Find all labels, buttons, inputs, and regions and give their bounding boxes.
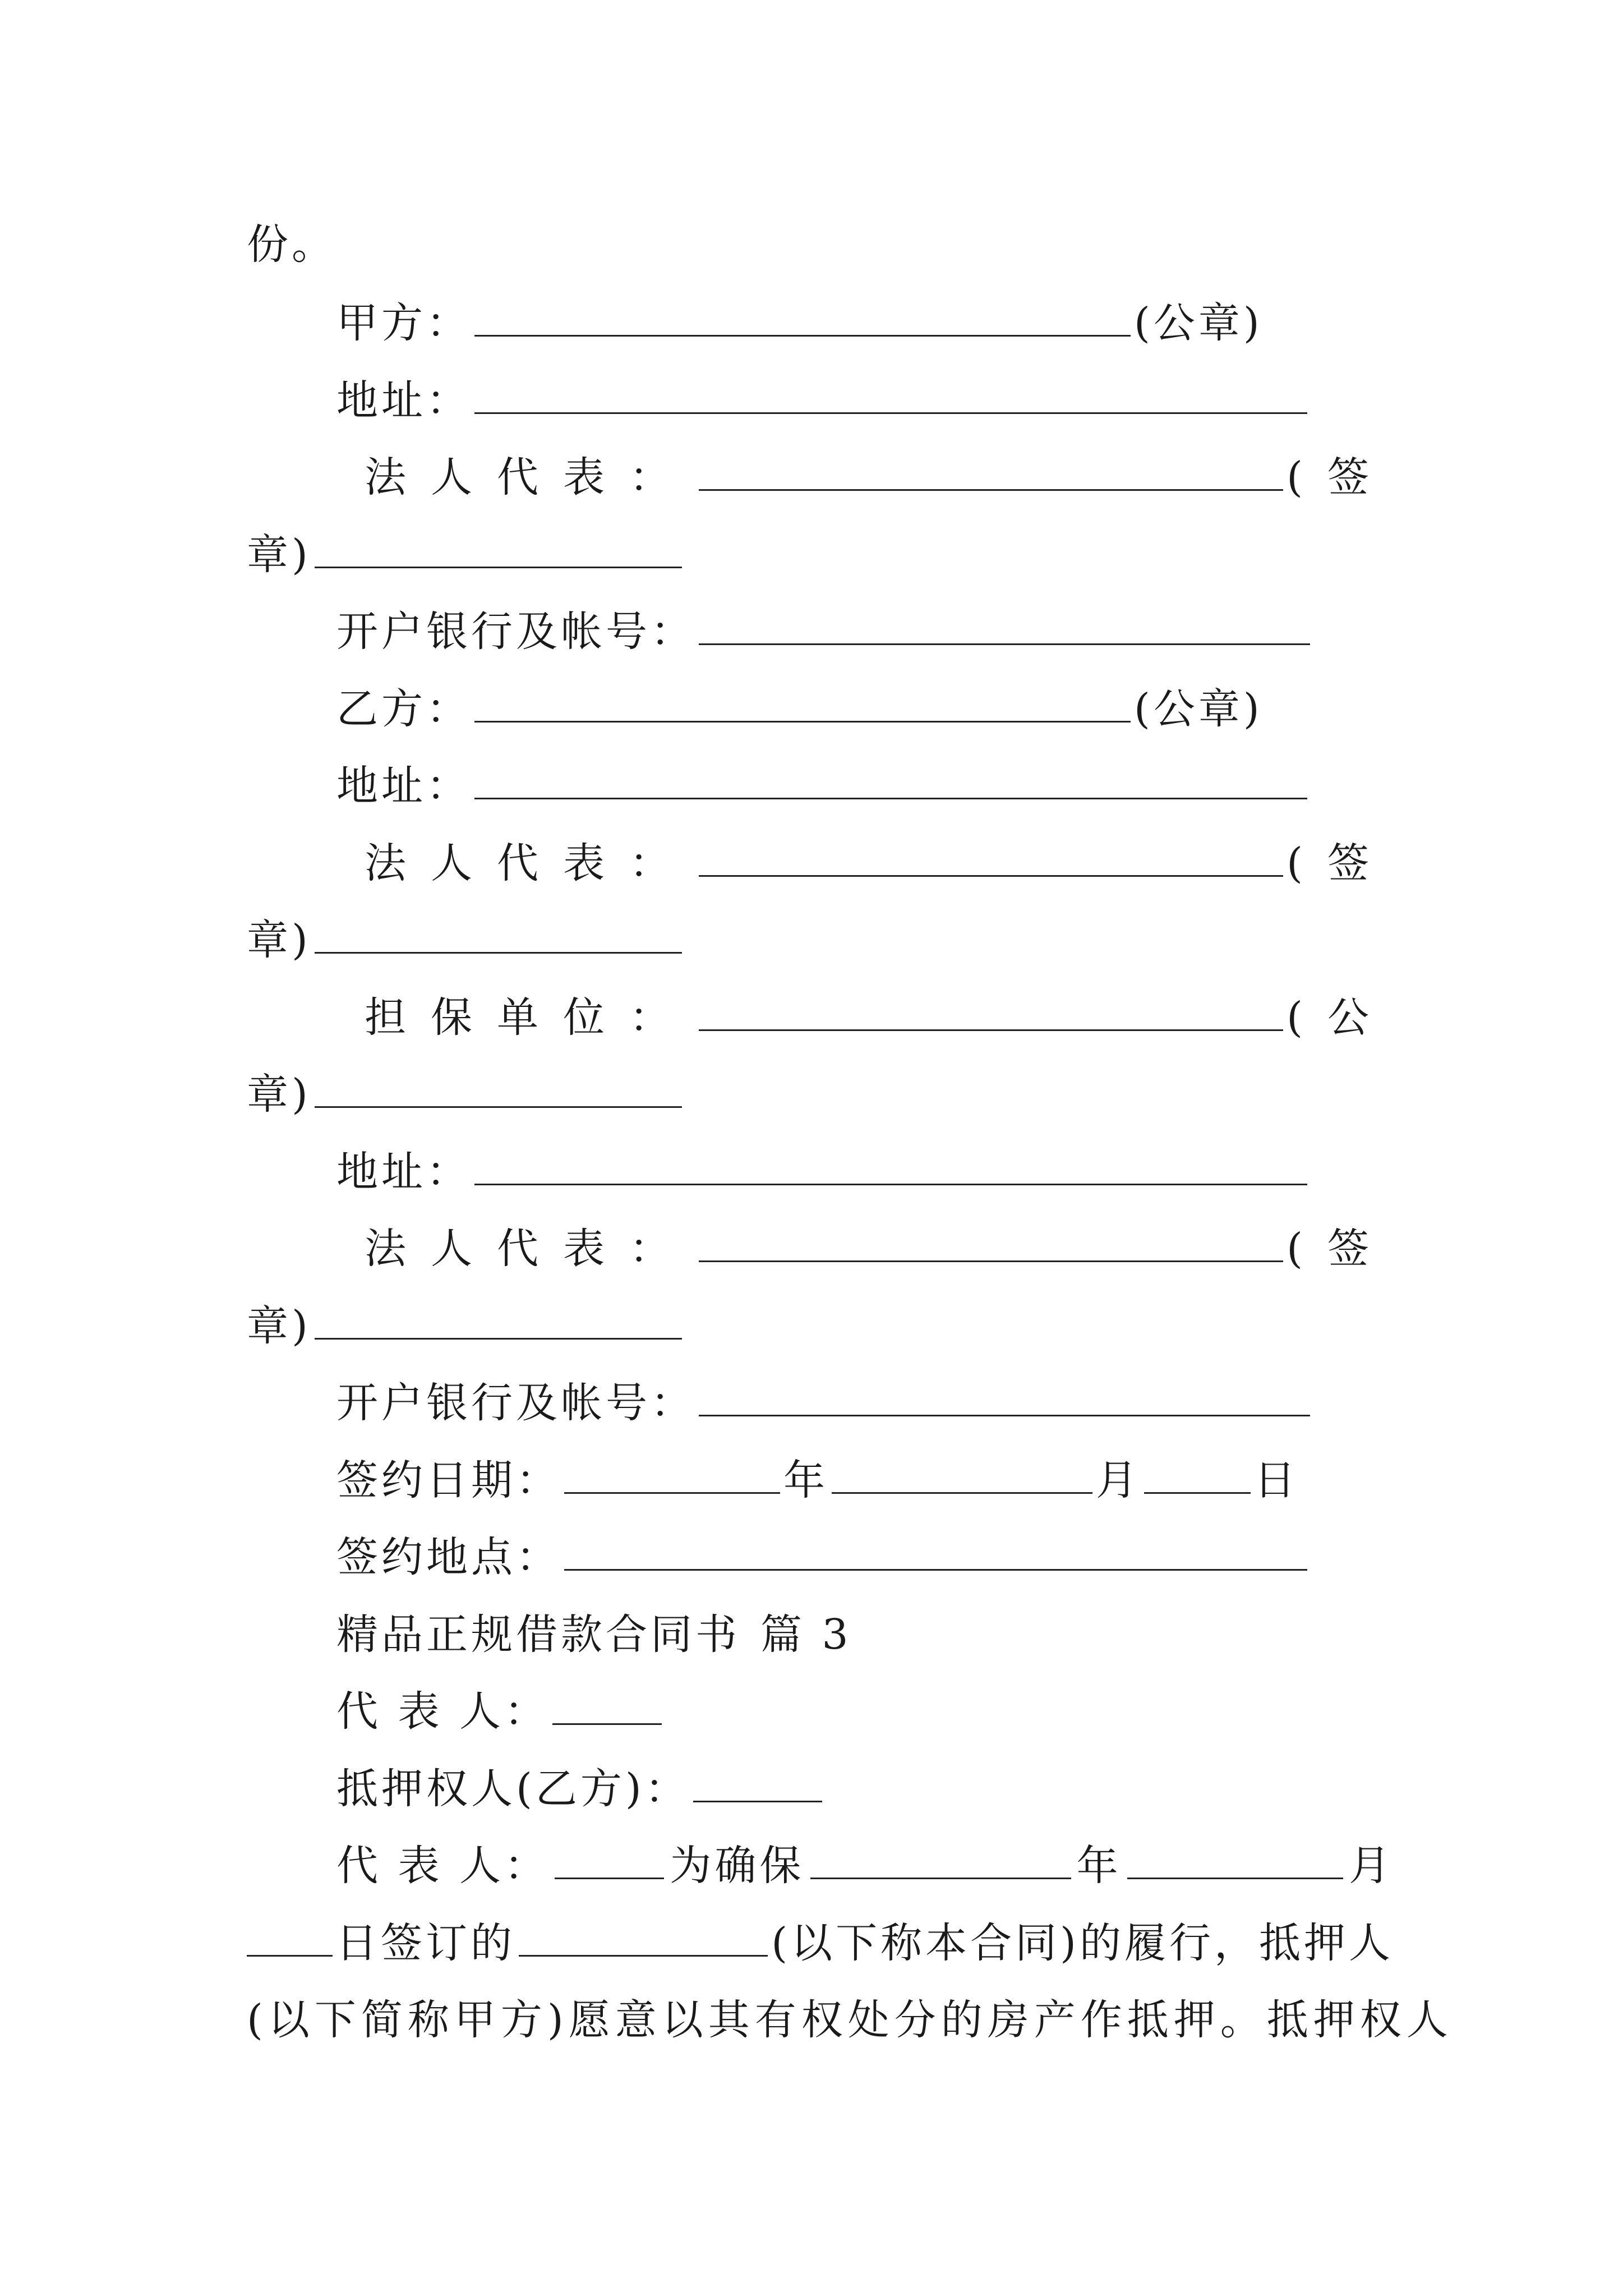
bank-line (336, 1358, 1313, 1442)
label: 甲方： (336, 299, 471, 347)
label: 地址： (336, 376, 471, 425)
section-heading (336, 1589, 852, 1673)
label: 章) (247, 1302, 311, 1350)
party-a-line (336, 278, 1263, 362)
label: 日签订的 (335, 1919, 515, 1967)
heading-number: 篇 3 (760, 1611, 852, 1659)
guarantor-blank[interactable] (699, 998, 1283, 1031)
month-blank[interactable] (832, 1461, 1092, 1494)
text-line (247, 1898, 1394, 1982)
seal-blank[interactable] (315, 535, 682, 568)
legal-rep-blank[interactable] (699, 1229, 1283, 1262)
label: 抵押权人(乙方)： (336, 1765, 690, 1813)
address-line (336, 1126, 1311, 1211)
address-line (336, 355, 1311, 439)
label: 代 表 人： (336, 1842, 550, 1890)
line-text: (以下称本合同)的履行，抵押人 (771, 1919, 1394, 1967)
party-b-line (336, 664, 1263, 748)
legal-rep-line (365, 818, 1394, 902)
bank-blank[interactable] (699, 1383, 1310, 1416)
label: 年 (1076, 1842, 1122, 1890)
contract-name-blank[interactable] (519, 1924, 768, 1957)
seal-line (247, 509, 685, 593)
label: 法人代表： (365, 839, 695, 887)
legal-rep-line (365, 1203, 1394, 1287)
label: 月 (1096, 1456, 1141, 1504)
label: 签约地点： (336, 1533, 561, 1581)
label: 法人代表： (365, 1225, 695, 1273)
sign-place-blank[interactable] (564, 1538, 1307, 1571)
day-blank[interactable] (247, 1924, 333, 1957)
label: 地址： (336, 762, 471, 810)
label: 日 (1254, 1456, 1299, 1504)
legal-rep-blank[interactable] (699, 844, 1283, 877)
seal-line (247, 895, 685, 979)
label: (签 (1287, 1225, 1394, 1273)
representative-blank[interactable] (555, 1846, 664, 1879)
address-blank[interactable] (474, 766, 1307, 799)
line-text: (以下简称甲方)愿意以其有权处分的房产作抵押。抵押权人 (247, 1996, 1453, 2044)
label: (签 (1287, 453, 1394, 501)
guarantor-line (365, 972, 1394, 1056)
legal-rep-blank[interactable] (699, 458, 1283, 491)
mortgagee-blank[interactable] (693, 1769, 822, 1802)
label: (公章) (1134, 299, 1263, 347)
label: 月 (1348, 1842, 1394, 1890)
label: 乙方： (336, 685, 471, 733)
blank[interactable] (1127, 1846, 1343, 1879)
blank[interactable] (810, 1846, 1071, 1879)
bank-line (336, 586, 1313, 670)
address-line (336, 740, 1311, 825)
address-blank[interactable] (474, 1152, 1307, 1185)
label: 地址： (336, 1148, 471, 1196)
sign-place-line (336, 1512, 1311, 1596)
bank-blank[interactable] (699, 612, 1310, 645)
label: 开户银行及帐号： (336, 1379, 695, 1427)
day-blank[interactable] (1144, 1461, 1251, 1494)
label: (签 (1287, 839, 1394, 887)
seal-blank[interactable] (315, 1306, 682, 1340)
label: (公 (1287, 993, 1394, 1042)
party-b-blank[interactable] (474, 689, 1131, 723)
party-a-blank[interactable] (474, 303, 1131, 337)
heading-title: 精品正规借款合同书 (336, 1611, 740, 1659)
text-line (247, 1975, 1453, 2059)
label: 法人代表： (365, 453, 695, 501)
text-line (336, 1820, 1394, 1904)
label: 开户银行及帐号： (336, 608, 695, 656)
label: 章) (247, 531, 311, 579)
sign-date-line (336, 1435, 1299, 1519)
label: 代 表 人： (336, 1687, 550, 1736)
label: 签约日期： (336, 1456, 561, 1504)
representative-blank[interactable] (552, 1692, 662, 1725)
label: 章) (247, 916, 311, 964)
legal-rep-line (365, 432, 1394, 516)
mortgagee-line (336, 1743, 826, 1828)
label: 担保单位： (365, 993, 695, 1042)
line-text: 份。 (247, 220, 336, 269)
seal-blank[interactable] (315, 1075, 682, 1108)
label: 为确保 (670, 1842, 805, 1890)
text-line (247, 199, 336, 283)
seal-line (247, 1281, 685, 1365)
representative-line (336, 1666, 665, 1750)
label: (公章) (1134, 685, 1263, 733)
label: 年 (783, 1456, 828, 1504)
address-blank[interactable] (474, 381, 1307, 414)
label: 章) (247, 1070, 311, 1119)
year-blank[interactable] (564, 1461, 780, 1494)
seal-line (247, 1049, 685, 1133)
seal-blank[interactable] (315, 921, 682, 954)
